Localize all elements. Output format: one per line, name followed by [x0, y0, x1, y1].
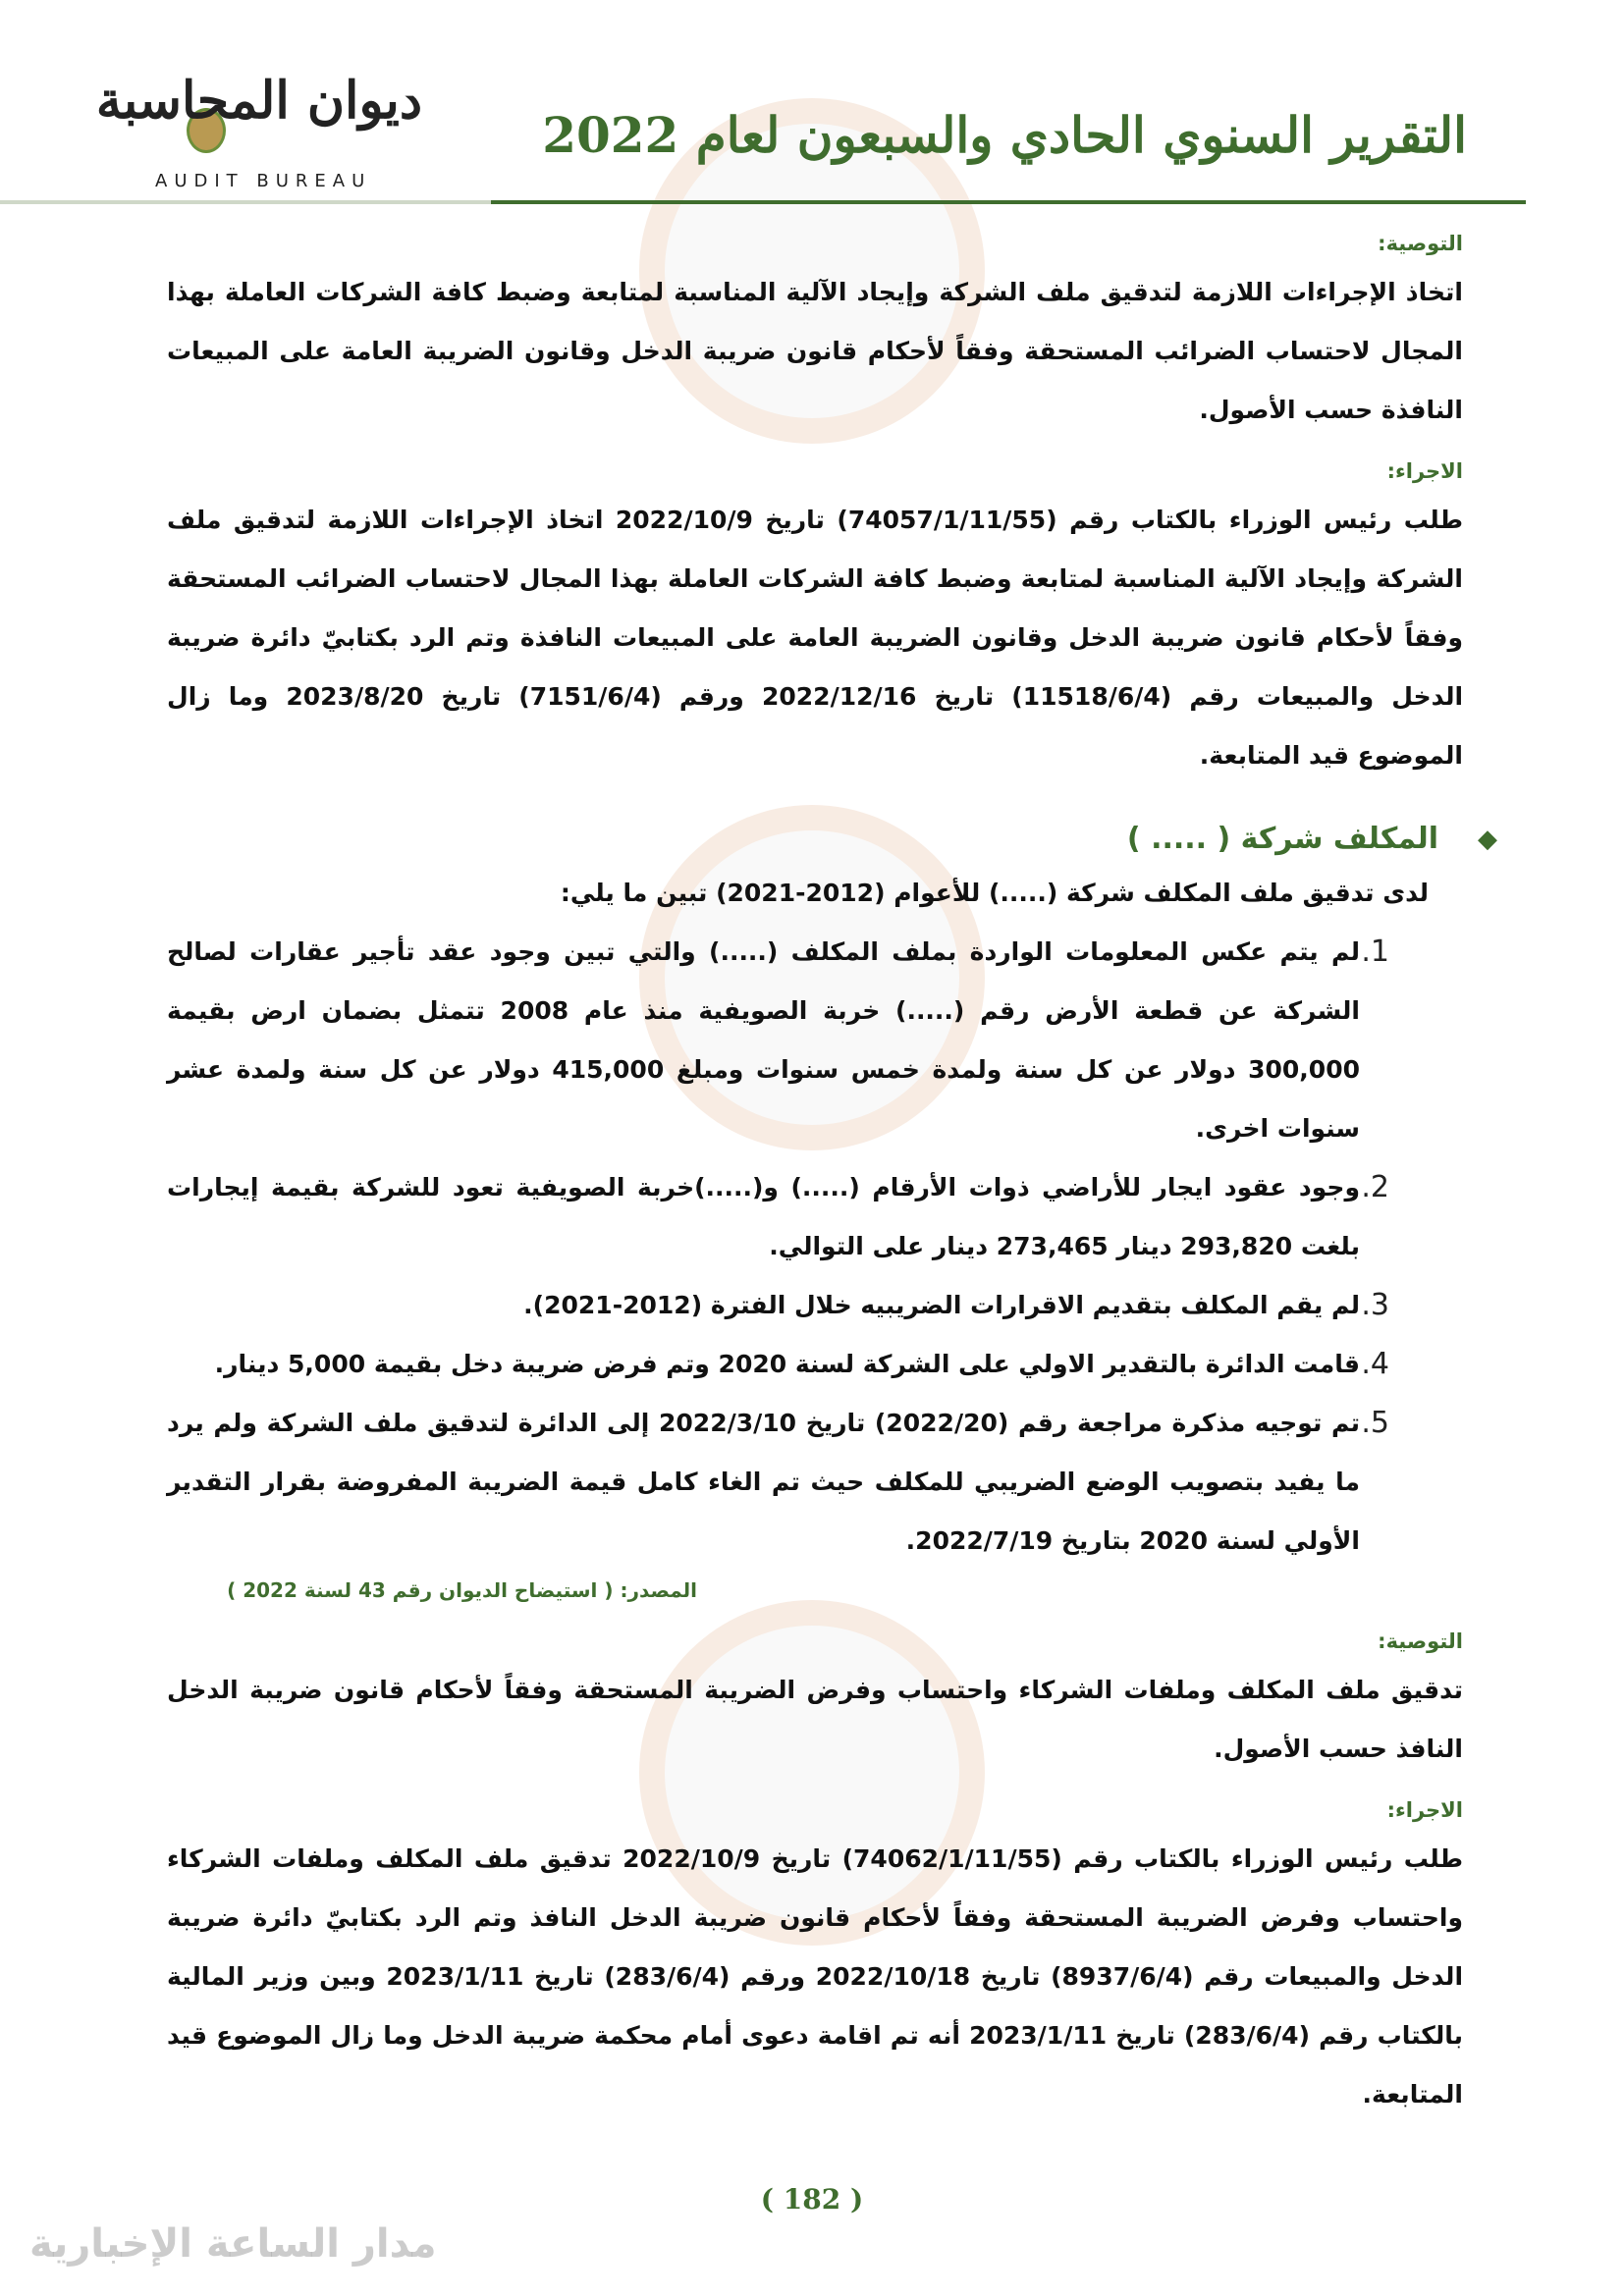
page-header [0, 0, 1624, 224]
recommendation-text: اتخاذ الإجراءات اللازمة لتدقيق ملف الشركة وإيجاد الآلية المناسبة لمتابعة وضبط كافة الشركات العاملة بهذا المجال لاحتساب الضرائب المستحقة وفقاً لأحكام قانون ضريبة الدخل وقانون الضريبة العامة على المبيعات النافذة حسب الأصول. [167, 278, 1463, 424]
list-item [167, 1394, 1463, 1571]
action-text: طلب رئيس الوزراء بالكتاب رقم (74057/1/11/55) تاريخ 2022/10/9 اتخاذ الإجراءات اللازمة لتدقيق ملف الشركة وإيجاد الآلية المناسبة لمتابعة وضبط كافة الشركات العاملة بهذا المجال لاحتساب الضرائب المستحقة وفقاً لأحكام قانون ضريبة الدخل وقانون الضريبة العامة على المبيعات النافذة وتم الرد بكتابيّ دائرة ضريبة الدخل والمبيعات رقم (11518/6/4) تاريخ 2022/12/16 ورقم (7151/6/4) تاريخ 2023/8/20 وما زال الموضوع قيد المتابعة. [167, 506, 1464, 770]
item-number: 1. [1361, 934, 1389, 969]
page-number: ( 182 ) [760, 2183, 864, 2216]
page-content [167, 224, 1497, 2124]
source-note: المصدر: ( استيضاح الديوان رقم 43 لسنة 2022 ) [227, 1578, 697, 1602]
section-company-taxpayer [167, 815, 1497, 2124]
item-number: 2. [1361, 1170, 1389, 1204]
section-heading: المكلف شركة ( ..... ) [1126, 822, 1438, 856]
item-text: لم يتم عكس المعلومات الواردة بملف المكلف (.....) والتي تبين وجود عقد تأجير عقارات لصالح الشركة عن قطعة الأرض رقم (.....) خربة الصويفية منذ عام 2008 تتمثل بضمان ارض بقيمة 300,000 دولار عن كل سنة ولمدة خمس سنوات ومبلغ 415,000 دولار عن كل سنة ولمدة عشر سنوات اخرى. [167, 937, 1360, 1143]
report-title: التقرير السنوي الحادي والسبعون لعام 2022 [542, 106, 1467, 164]
logo-arabic-text: ديوان المحاسبة [95, 71, 422, 131]
section-previous-company [167, 224, 1463, 785]
item-number: 4. [1361, 1347, 1389, 1381]
header-divider-accent [0, 200, 491, 204]
list-item [167, 1276, 1463, 1335]
diamond-bullet-icon: ◆ [1478, 825, 1497, 854]
recommendation-label: التوصية: [1378, 232, 1463, 255]
item-text: وجود عقود ايجار للأراضي ذوات الأرقام (.....) و(.....)خربة الصويفية تعود للشركة بقيمة إيجارات بلغت 293,820 دينار 273,465 دينار على التوالي. [167, 1173, 1360, 1260]
logo-english-text: AUDIT BUREAU [155, 171, 372, 191]
action-label: الاجراء: [1386, 459, 1463, 483]
recommendation-label: التوصية: [1378, 1629, 1463, 1653]
item-text: لم يقم المكلف بتقديم الاقرارات الضريبيه خلال الفترة (2012-2021). [523, 1291, 1360, 1319]
action-label: الاجراء: [1386, 1798, 1463, 1822]
item-number: 5. [1361, 1406, 1389, 1440]
audit-bureau-logo [95, 59, 422, 191]
list-item [167, 1158, 1463, 1276]
intro-text: لدى تدقيق ملف المكلف شركة (.....) للأعوام (2012-2021) تبين ما يلي: [560, 879, 1429, 907]
recommendation-text: تدقيق ملف المكلف وملفات الشركاء واحتساب وفرض الضريبة المستحقة وفقاً لأحكام قانون ضريبة الدخل النافذ حسب الأصول. [167, 1676, 1463, 1763]
list-item [167, 1335, 1463, 1394]
list-item [167, 923, 1463, 1158]
item-text: قامت الدائرة بالتقدير الاولي على الشركة لسنة 2020 وتم فرض ضريبة دخل بقيمة 5,000 دينار. [214, 1350, 1360, 1378]
item-number: 3. [1361, 1288, 1389, 1322]
item-text: تم توجيه مذكرة مراجعة رقم (2022/20) تاريخ 2022/3/10 إلى الدائرة لتدقيق ملف الشركة ولم يرد ما يفيد بتصويب الوضع الضريبي للمكلف حيث تم الغاء كامل قيمة الضريبة المفروضة بقرار التقدير الأولي لسنة 2020 بتاريخ 2022/7/19. [167, 1409, 1361, 1555]
watermark-text: مدار الساعة الإخبارية [29, 2221, 437, 2267]
action-text: طلب رئيس الوزراء بالكتاب رقم (74062/1/11/55) تاريخ 2022/10/9 تدقيق ملف المكلف وملفات الشركاء واحتساب وفرض الضريبة المستحقة وفقاً لأحكام قانون ضريبة الدخل النافذ وتم الرد بكتابيّ دائرة ضريبة الدخل والمبيعات رقم (8937/6/4) تاريخ 2022/10/18 ورقم (283/6/4) تاريخ 2023/1/11 وبين وزير المالية بالكتاب رقم (283/6/4) تاريخ 2023/1/11 أنه تم اقامة دعوى أمام محكمة ضريبة الدخل وما زال الموضوع قيد المتابعة. [167, 1844, 1464, 2109]
